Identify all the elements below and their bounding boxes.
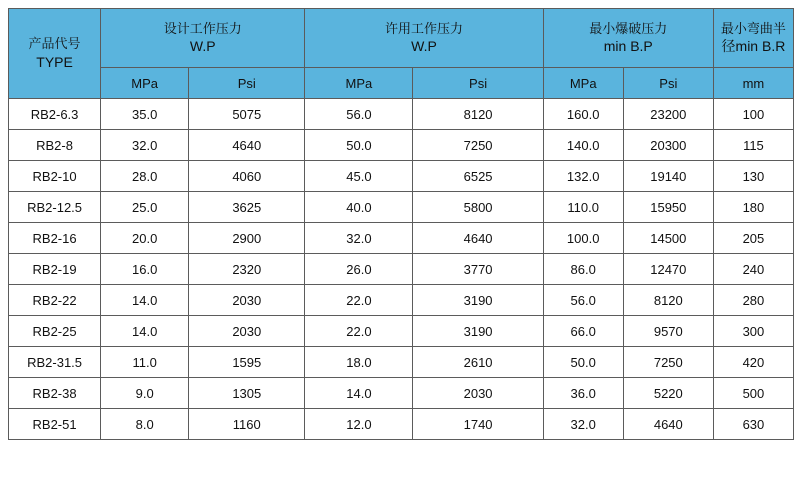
cell-type: RB2-51 <box>9 409 101 440</box>
cell-bp-psi: 12470 <box>623 254 713 285</box>
header-group-allowable-working-pressure <box>305 9 543 68</box>
hose-specification-table <box>8 8 794 440</box>
header-unit-aw-psi: Psi <box>413 68 543 99</box>
cell-aw-mpa: 40.0 <box>305 192 413 223</box>
header-type-line1: 产品代号 <box>28 36 81 52</box>
cell-dw-mpa: 25.0 <box>101 192 189 223</box>
cell-br-mm: 240 <box>713 254 793 285</box>
spec-sheet <box>0 8 800 490</box>
cell-dw-psi: 2030 <box>189 316 305 347</box>
cell-bp-mpa: 132.0 <box>543 161 623 192</box>
cell-aw-psi: 8120 <box>413 99 543 130</box>
cell-br-mm: 115 <box>713 130 793 161</box>
cell-aw-mpa: 14.0 <box>305 378 413 409</box>
table-row <box>9 223 794 254</box>
cell-br-mm: 130 <box>713 161 793 192</box>
cell-type: RB2-38 <box>9 378 101 409</box>
cell-aw-psi: 3190 <box>413 285 543 316</box>
cell-bp-psi: 15950 <box>623 192 713 223</box>
cell-aw-psi: 3190 <box>413 316 543 347</box>
header-row-units <box>9 68 794 99</box>
cell-dw-mpa: 28.0 <box>101 161 189 192</box>
cell-bp-psi: 4640 <box>623 409 713 440</box>
cell-br-mm: 280 <box>713 285 793 316</box>
cell-dw-psi: 4640 <box>189 130 305 161</box>
cell-bp-psi: 20300 <box>623 130 713 161</box>
table-row <box>9 161 794 192</box>
cell-bp-mpa: 160.0 <box>543 99 623 130</box>
cell-dw-mpa: 8.0 <box>101 409 189 440</box>
cell-aw-mpa: 22.0 <box>305 316 413 347</box>
header-group-1-line1: 许用工作压力 <box>385 20 464 36</box>
cell-bp-mpa: 32.0 <box>543 409 623 440</box>
header-unit-bp-psi: Psi <box>623 68 713 99</box>
cell-aw-mpa: 45.0 <box>305 161 413 192</box>
header-group-2-line2: min B.P <box>603 38 653 55</box>
header-unit-dw-psi: Psi <box>189 68 305 99</box>
cell-type: RB2-6.3 <box>9 99 101 130</box>
header-group-0-line2: W.P <box>189 38 216 55</box>
cell-type: RB2-25 <box>9 316 101 347</box>
cell-aw-mpa: 22.0 <box>305 285 413 316</box>
cell-aw-mpa: 32.0 <box>305 223 413 254</box>
cell-dw-psi: 3625 <box>189 192 305 223</box>
cell-aw-psi: 3770 <box>413 254 543 285</box>
cell-dw-mpa: 20.0 <box>101 223 189 254</box>
cell-bp-mpa: 50.0 <box>543 347 623 378</box>
cell-dw-mpa: 35.0 <box>101 99 189 130</box>
cell-bp-mpa: 66.0 <box>543 316 623 347</box>
cell-aw-mpa: 12.0 <box>305 409 413 440</box>
cell-aw-psi: 6525 <box>413 161 543 192</box>
cell-br-mm: 180 <box>713 192 793 223</box>
cell-type: RB2-19 <box>9 254 101 285</box>
cell-aw-psi: 2030 <box>413 378 543 409</box>
cell-aw-psi: 7250 <box>413 130 543 161</box>
table-row <box>9 378 794 409</box>
header-group-min-burst-pressure <box>543 9 713 68</box>
header-type-line2: TYPE <box>36 53 73 70</box>
cell-aw-psi: 2610 <box>413 347 543 378</box>
header-group-3-line2: 径min B.R <box>721 38 786 55</box>
cell-bp-psi: 14500 <box>623 223 713 254</box>
cell-dw-mpa: 9.0 <box>101 378 189 409</box>
cell-bp-psi: 23200 <box>623 99 713 130</box>
cell-br-mm: 100 <box>713 99 793 130</box>
cell-bp-mpa: 36.0 <box>543 378 623 409</box>
header-group-1-line2: W.P <box>411 38 437 55</box>
cell-type: RB2-16 <box>9 223 101 254</box>
cell-dw-psi: 1595 <box>189 347 305 378</box>
cell-dw-psi: 2900 <box>189 223 305 254</box>
cell-dw-psi: 1305 <box>189 378 305 409</box>
cell-type: RB2-10 <box>9 161 101 192</box>
table-row <box>9 99 794 130</box>
cell-bp-psi: 8120 <box>623 285 713 316</box>
cell-dw-mpa: 14.0 <box>101 285 189 316</box>
cell-br-mm: 205 <box>713 223 793 254</box>
header-unit-dw-mpa: MPa <box>101 68 189 99</box>
cell-dw-mpa: 14.0 <box>101 316 189 347</box>
table-row <box>9 347 794 378</box>
header-group-design-working-pressure <box>101 9 305 68</box>
cell-bp-psi: 5220 <box>623 378 713 409</box>
header-group-2-line1: 最小爆破压力 <box>589 20 668 36</box>
cell-dw-psi: 2030 <box>189 285 305 316</box>
cell-dw-mpa: 11.0 <box>101 347 189 378</box>
cell-dw-psi: 2320 <box>189 254 305 285</box>
cell-bp-mpa: 140.0 <box>543 130 623 161</box>
cell-dw-psi: 4060 <box>189 161 305 192</box>
cell-dw-psi: 1160 <box>189 409 305 440</box>
table-row <box>9 130 794 161</box>
cell-aw-mpa: 50.0 <box>305 130 413 161</box>
table-body <box>9 99 794 440</box>
table-row <box>9 409 794 440</box>
cell-aw-psi: 1740 <box>413 409 543 440</box>
cell-aw-mpa: 26.0 <box>305 254 413 285</box>
header-unit-bp-mpa: MPa <box>543 68 623 99</box>
cell-aw-mpa: 18.0 <box>305 347 413 378</box>
cell-type: RB2-22 <box>9 285 101 316</box>
cell-br-mm: 300 <box>713 316 793 347</box>
cell-bp-mpa: 56.0 <box>543 285 623 316</box>
cell-aw-mpa: 56.0 <box>305 99 413 130</box>
cell-aw-psi: 5800 <box>413 192 543 223</box>
header-group-0-line1: 设计工作压力 <box>163 20 242 36</box>
table-row <box>9 192 794 223</box>
cell-bp-mpa: 100.0 <box>543 223 623 254</box>
header-unit-aw-mpa: MPa <box>305 68 413 99</box>
cell-dw-mpa: 32.0 <box>101 130 189 161</box>
cell-bp-psi: 9570 <box>623 316 713 347</box>
cell-type: RB2-8 <box>9 130 101 161</box>
cell-type: RB2-31.5 <box>9 347 101 378</box>
cell-type: RB2-12.5 <box>9 192 101 223</box>
header-group-min-bend-radius <box>713 9 793 68</box>
header-group-3-line1: 最小弯曲半 <box>720 20 786 36</box>
header-type <box>9 9 101 99</box>
cell-br-mm: 500 <box>713 378 793 409</box>
cell-bp-psi: 7250 <box>623 347 713 378</box>
header-row-groups <box>9 9 794 68</box>
cell-br-mm: 630 <box>713 409 793 440</box>
cell-bp-mpa: 110.0 <box>543 192 623 223</box>
cell-bp-mpa: 86.0 <box>543 254 623 285</box>
cell-aw-psi: 4640 <box>413 223 543 254</box>
cell-br-mm: 420 <box>713 347 793 378</box>
cell-dw-psi: 5075 <box>189 99 305 130</box>
cell-dw-mpa: 16.0 <box>101 254 189 285</box>
cell-bp-psi: 19140 <box>623 161 713 192</box>
table-row <box>9 285 794 316</box>
header-unit-br-mm: mm <box>713 68 793 99</box>
table-row <box>9 316 794 347</box>
table-row <box>9 254 794 285</box>
table-header <box>9 9 794 99</box>
